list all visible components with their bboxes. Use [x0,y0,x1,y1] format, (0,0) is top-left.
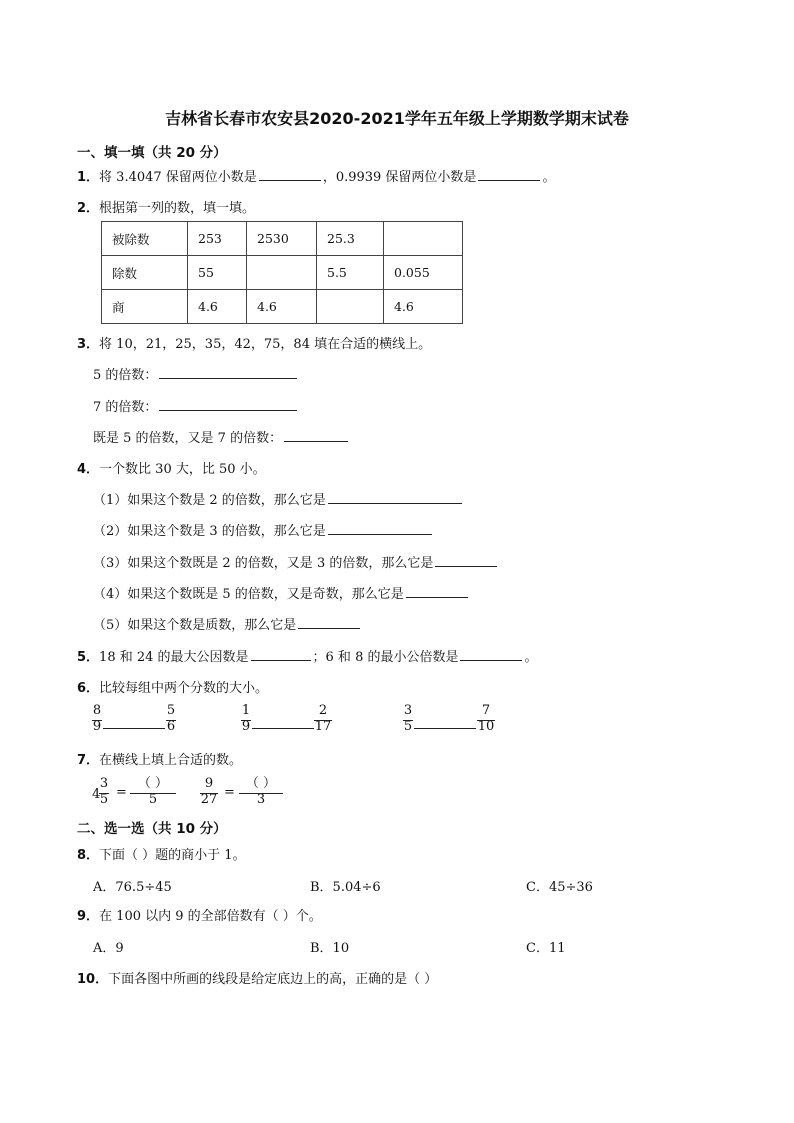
table-cell[interactable] [247,256,317,290]
numerator: 9 [204,776,214,791]
fraction [90,703,104,735]
sub-question [93,489,464,508]
question-number: 2． [77,201,100,216]
table-row [102,256,463,290]
equals-sign: = [224,785,235,800]
fraction [401,703,415,735]
denominator: 17 [314,719,332,734]
question-7 [77,749,242,768]
answer-blank[interactable] [460,646,522,661]
option-b[interactable]: B．5.04÷6 [310,880,381,895]
option-a[interactable]: A．76.5÷45 [93,880,172,895]
question-text: 。 [524,650,538,665]
numerator: 7 [481,703,491,718]
table-cell: 4.6 [247,290,317,324]
numerator-blank[interactable]: （ ） [245,776,277,791]
compare-blank[interactable] [414,728,476,729]
fraction-bar [166,720,176,721]
answer-blank[interactable] [435,552,497,567]
denominator: 27 [200,792,218,807]
table-cell: 商 [102,290,188,324]
answer-blank[interactable] [406,583,468,598]
compare-blank[interactable] [252,728,314,729]
option-b[interactable]: B．10 [310,941,350,956]
question-8 [77,844,246,863]
answer-blank[interactable] [284,427,348,442]
table-cell: 被除数 [102,222,188,256]
common-multiples-line [93,427,350,446]
denominator: 5 [403,719,413,734]
compare-blank[interactable] [103,728,165,729]
sub-question-text: （5）如果这个数是质数，那么它是 [93,618,297,633]
question-1 [77,166,555,185]
page-title: 吉林省长春市农安县2020-2021学年五年级上学期数学期末试卷 [165,109,629,128]
table-cell: 5.5 [317,256,384,290]
question-number: 9． [77,909,100,924]
numerator: 8 [92,703,102,718]
option-c[interactable]: C．11 [526,941,566,956]
denominator: 5 [99,792,109,807]
answer-blank[interactable] [251,646,311,661]
sub-question-text: （2）如果这个数是 3 的倍数，那么它是 [93,524,326,539]
fraction [313,703,333,735]
table-cell[interactable] [317,290,384,324]
question-text: 根据第一列的数，填一填。 [99,201,256,216]
answer-blank[interactable] [328,520,432,535]
sub-question [93,583,470,602]
answer-blank[interactable] [298,614,360,629]
table-cell: 25.3 [317,222,384,256]
denominator: 3 [256,792,266,807]
line-label: 既是 5 的倍数，又是 7 的倍数： [93,431,283,446]
multiples-of-7-line [93,396,299,415]
denominator: 9 [241,719,251,734]
answer-blank[interactable] [478,166,540,181]
question-text: ；6 和 8 的最小公倍数是 [312,650,459,665]
sub-question [93,552,499,571]
line-label: 7 的倍数： [93,400,158,415]
question-text: 下面（ ）题的商小于 1。 [99,848,246,863]
question-number: 6． [77,681,100,696]
sub-question [93,520,434,539]
fraction-bar [314,720,332,721]
question-text: 下面各图中所画的线段是给定底边上的高，正确的是（ ） [108,972,438,987]
question-number: 7． [77,753,100,768]
denominator: 5 [148,792,158,807]
answer-blank[interactable] [259,166,321,181]
numerator: 2 [318,703,328,718]
question-number: 8． [77,848,100,863]
equals-sign: = [116,785,127,800]
fraction-bar [92,720,102,721]
numerator: 5 [166,703,176,718]
fraction-bar [477,720,495,721]
multiples-of-5-line [93,364,299,383]
fraction [97,776,111,808]
question-number: 1． [77,170,100,185]
table-cell: 4.6 [384,290,463,324]
fraction-bar [403,720,413,721]
question-2 [77,197,255,216]
table-row [102,222,463,256]
whole-number: 4 [92,787,101,802]
question-text: 18 和 24 的最大公因数是 [99,650,249,665]
question-9 [77,905,322,924]
question-text: ，0.9939 保留两位小数是 [322,170,477,185]
numerator-blank[interactable]: （ ） [137,776,169,791]
sub-question-text: （3）如果这个数既是 2 的倍数，又是 3 的倍数，那么它是 [93,556,434,571]
numerator: 1 [241,703,251,718]
option-c[interactable]: C．45÷36 [526,880,593,895]
fraction [237,776,285,808]
question-text: 在横线上填上合适的数。 [99,753,243,768]
fraction [199,776,219,808]
question-4 [77,458,266,477]
division-table [101,221,463,324]
question-text: 将 3.4047 保留两位小数是 [99,170,257,185]
fraction [128,776,178,808]
line-label: 5 的倍数： [93,368,158,383]
question-text: 一个数比 30 大，比 50 小。 [99,462,266,477]
table-cell: 0.055 [384,256,463,290]
fraction-bar [200,793,218,794]
sub-question [93,614,362,633]
answer-blank[interactable] [328,489,462,504]
question-3 [77,333,431,352]
fraction [164,703,178,735]
numerator: 3 [99,776,109,791]
answer-blank[interactable] [159,364,297,379]
question-text: 将 10，21，25，35，42，75，84 填在合适的横线上。 [99,337,432,352]
table-cell: 55 [188,256,247,290]
sub-question-text: （4）如果这个数既是 5 的倍数，又是奇数，那么它是 [93,587,404,602]
question-text: 比较每组中两个分数的大小。 [99,681,269,696]
question-text: 在 100 以内 9 的全部倍数有（ ）个。 [99,909,322,924]
table-cell: 4.6 [188,290,247,324]
question-number: 3． [77,337,100,352]
table-row [102,290,463,324]
question-number: 4． [77,462,100,477]
table-cell: 除数 [102,256,188,290]
fraction-bar [241,720,251,721]
table-cell: 2530 [247,222,317,256]
question-number: 5． [77,650,100,665]
numerator: 3 [403,703,413,718]
question-6 [77,677,268,696]
fraction [476,703,496,735]
fraction-bar [99,793,109,794]
question-5 [77,646,538,665]
denominator: 10 [477,719,495,734]
question-number: 10． [77,972,109,987]
denominator: 9 [92,719,102,734]
section-heading-choice: 二、选一选（共 10 分） [77,821,227,837]
fraction [239,703,253,735]
option-a[interactable]: A．9 [93,941,124,956]
question-10 [77,968,437,987]
table-cell: 253 [188,222,247,256]
fraction-bar [239,793,283,794]
answer-blank[interactable] [159,396,297,411]
question-text: 。 [542,170,556,185]
section-heading-fill: 一、填一填（共 20 分） [77,145,227,161]
fraction-bar [130,793,176,794]
sub-question-text: （1）如果这个数是 2 的倍数，那么它是 [93,493,326,508]
table-cell[interactable] [384,222,463,256]
denominator: 6 [166,719,176,734]
